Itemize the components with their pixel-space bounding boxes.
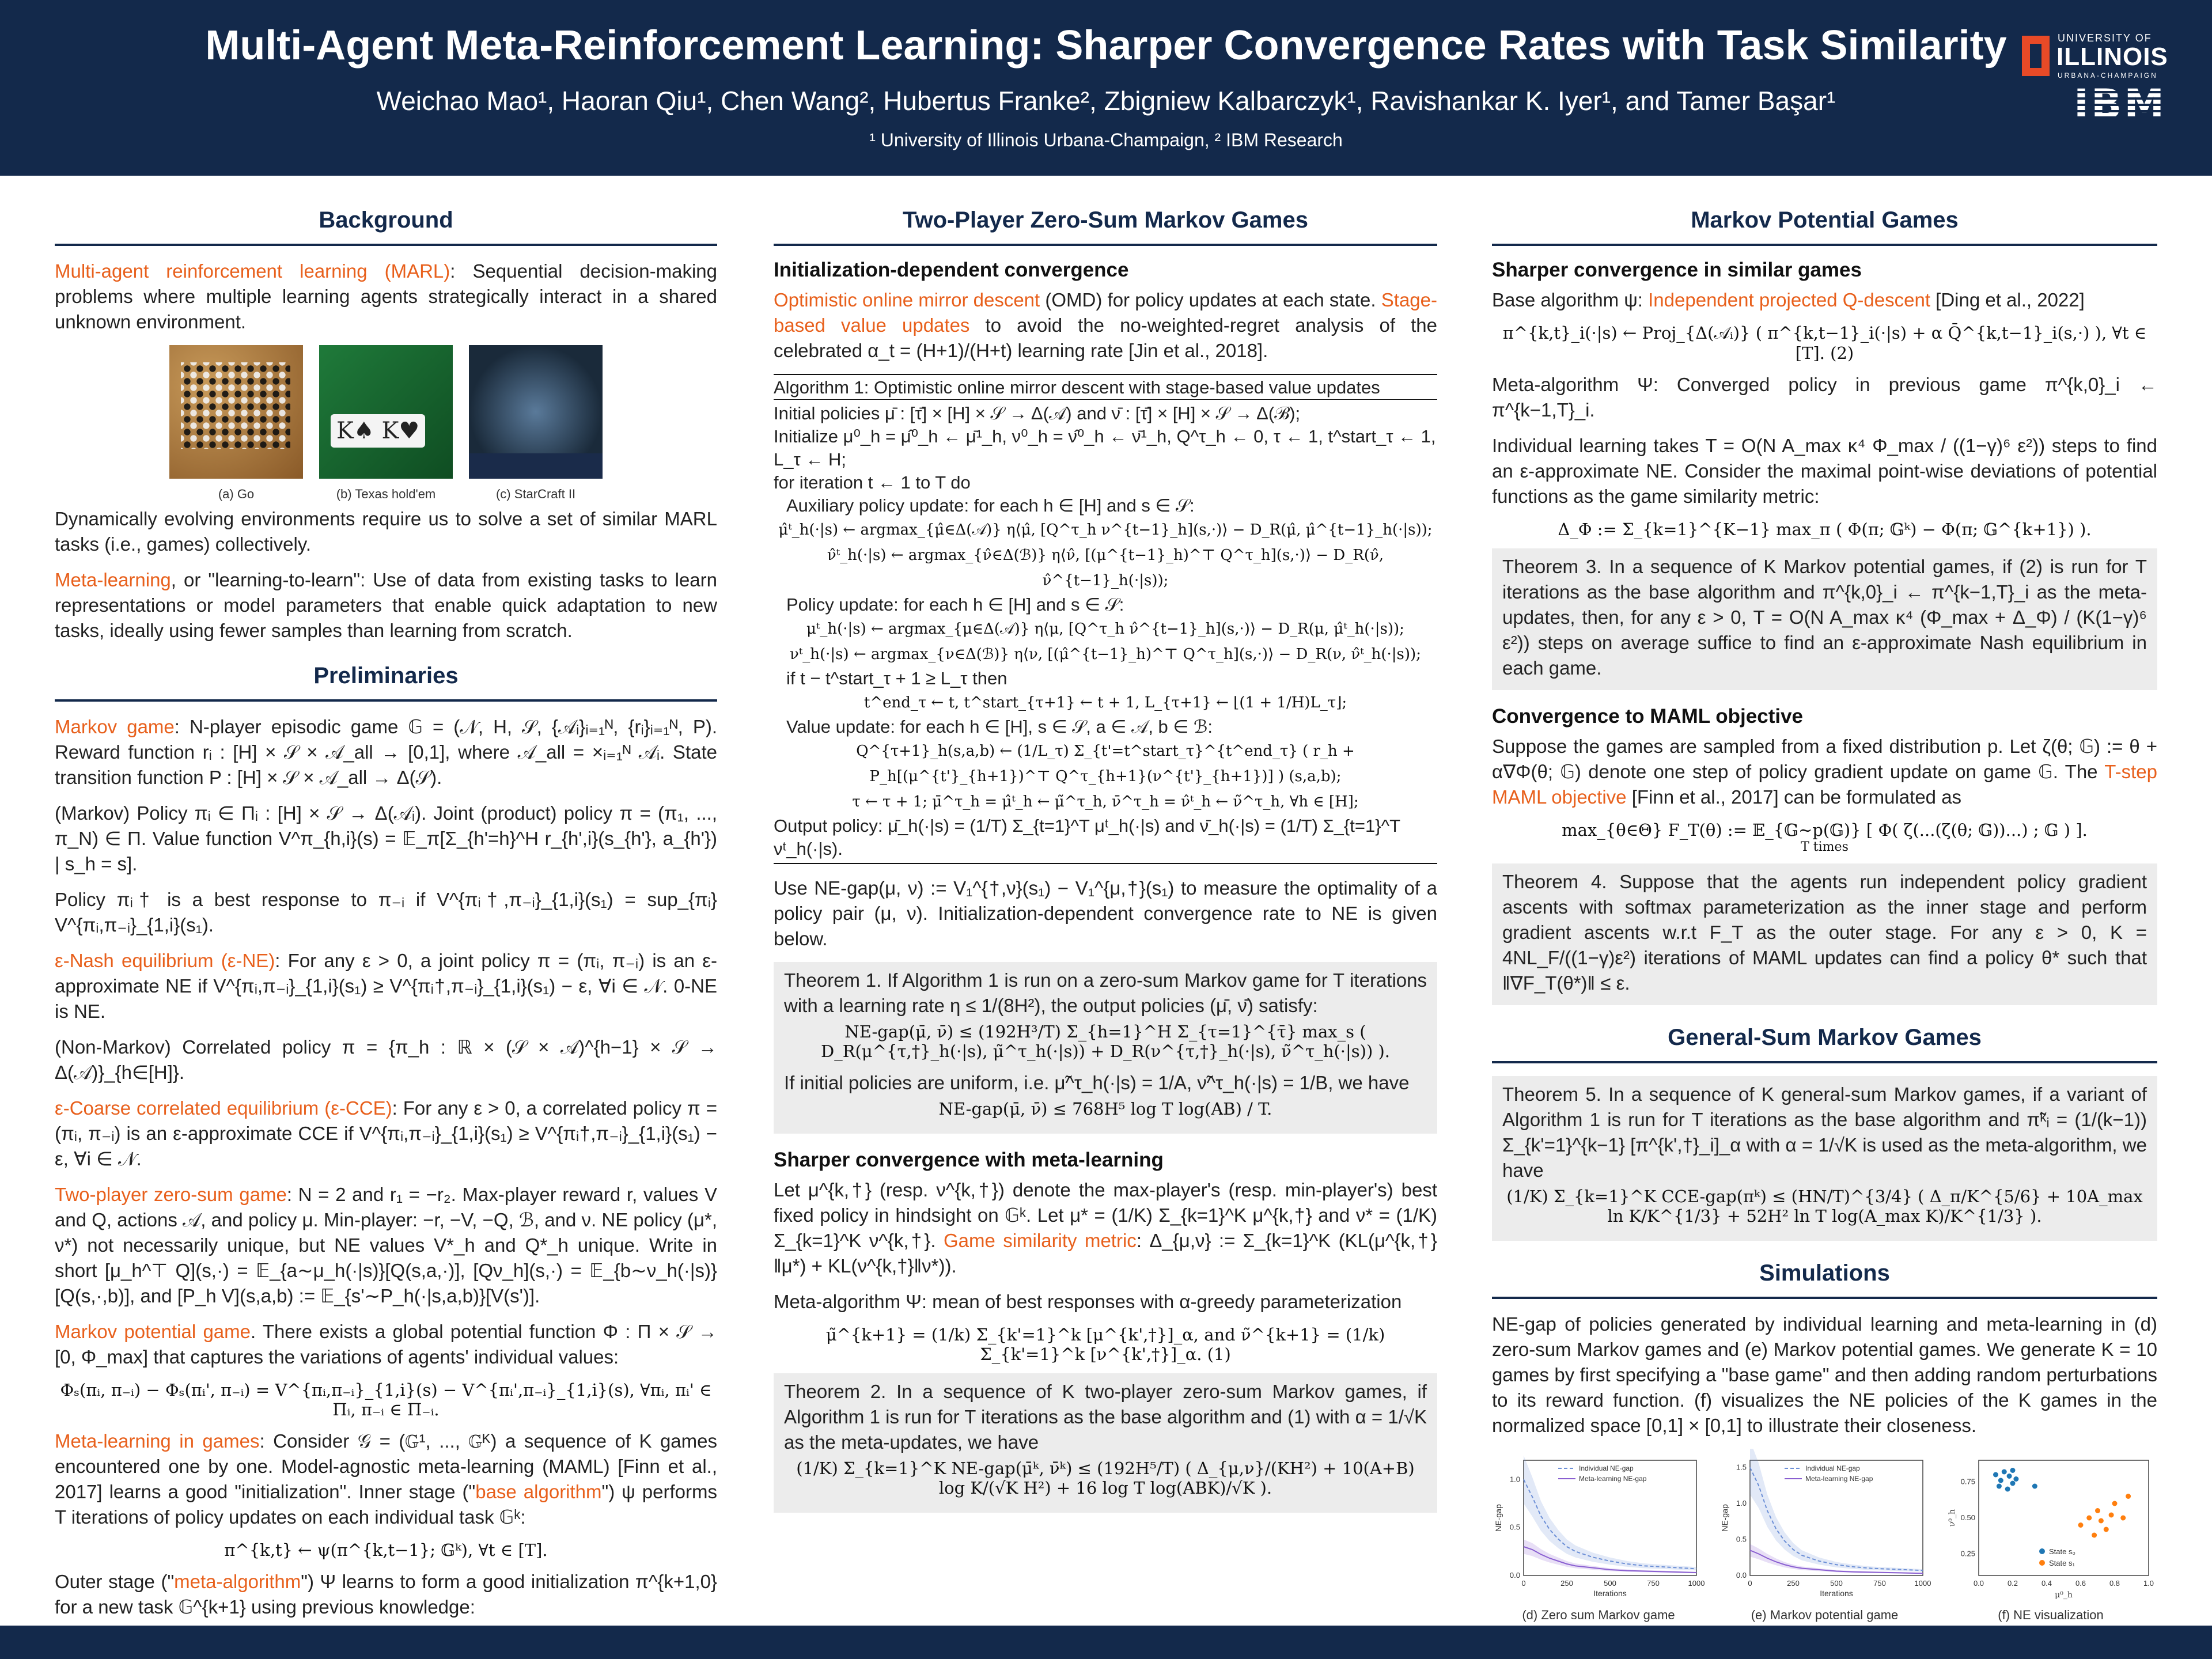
meta-games-text: : Consider 𝒢 = (𝔾¹, ..., 𝔾ᴷ) a sequence of K games encountered one by one. Model-agnostic meta-learning (MAML) [Finn et al., 2017] learns a good "initialization". Inner stage (" bbox=[55, 1430, 717, 1502]
x-tick-label: 1.0 bbox=[2143, 1579, 2154, 1588]
similarity-term: Game similarity metric bbox=[943, 1230, 1137, 1251]
y-axis-label: ν⁰_h bbox=[1948, 1509, 1957, 1527]
y-axis-label: NE-gap bbox=[1494, 1504, 1503, 1532]
x-tick-label: 0 bbox=[1521, 1579, 1526, 1588]
potential-text: . There exists a global potential function Φ : Π × 𝒮 → [0, Φ_max] that captures the variations of agents' individual values: bbox=[55, 1321, 717, 1368]
state-s1-point bbox=[2120, 1516, 2126, 1521]
legend-label-meta: Meta-learning NE-gap bbox=[1805, 1475, 1873, 1483]
poster-footer bbox=[0, 1626, 2212, 1659]
theorem-1-equation: NE-gap(μ̄, ν̄) ≤ (192H³/T) Σ_{h=1}^H Σ_{τ=1}^{τ̄} max_s ( D_R(μ^{τ,†}_h(·|s), μ̃^τ_h(·|s)) + D_R(ν^{τ,†}_h(·|s), ν̃^τ_h(·|s)) ). bbox=[820, 1022, 1391, 1061]
preliminaries-title: Preliminaries bbox=[55, 663, 717, 702]
figure-holdem bbox=[319, 345, 453, 502]
meta-update-equation: μ̃^{k+1} = (1/k) Σ_{k'=1}^k [μ^{k',†}]_α, and ν̃^{k+1} = (1/k) Σ_{k'=1}^k [ν^{k',†}]_α. (1) bbox=[825, 1325, 1385, 1364]
legend-marker-s1 bbox=[2039, 1560, 2045, 1566]
background-title: Background bbox=[55, 207, 717, 246]
state-s0-point bbox=[2010, 1481, 2016, 1486]
aux-equation-nu: ν̂ᵗ_h(·|s) ← argmax_{ν̂∈Δ(ℬ)} η⟨ν̂, [(μ^{t−1}_h)^⊤ Q^τ_h](s,·)⟩ − D_R(ν̂, ν̂^{t−1}_h(·|s)); bbox=[827, 547, 1384, 589]
value-update-equation: Q^{τ+1}_h(s,a,b) ← (1/L_τ) Σ_{t'=t^start_τ}^{t^end_τ} ( r_h + P_h[(μ^{t'}_{h+1})^⊤ Q^τ_{h+1}(ν^{t'}_{h+1})] ) (s,a,b); bbox=[856, 743, 1355, 785]
x-axis-label: μ⁰_h bbox=[2055, 1590, 2073, 1600]
omd-paragraph bbox=[774, 287, 1437, 363]
state-s0-point bbox=[1997, 1484, 2002, 1489]
zero-sum-term: Two-player zero-sum game bbox=[55, 1184, 287, 1205]
correlated-paragraph: (Non-Markov) Correlated policy π = {π_h : ℝ × (𝒮 × 𝒜)^{h−1} × 𝒮 → Δ(𝒜)}_{h∈[H]}. bbox=[55, 1036, 717, 1083]
sharper-meta-subtitle: Sharper convergence with meta-learning bbox=[774, 1149, 1164, 1171]
theorem-4-box bbox=[1492, 863, 2157, 1005]
meta-games-paragraph bbox=[55, 1429, 717, 1530]
figure-caption: (b) Texas hold'em bbox=[336, 487, 436, 501]
theorem-2-box bbox=[774, 1373, 1437, 1513]
chart-caption: (e) Markov potential game bbox=[1751, 1608, 1899, 1622]
y-axis-label: NE-gap bbox=[1719, 1504, 1729, 1532]
similarity-text: : Δ_{μ,ν} := Σ_{k=1}^K (KL(μ^{k,†}‖μ*) + KL(ν^{k,†}‖ν*)). bbox=[774, 1230, 1437, 1277]
x-axis-label: Iterations bbox=[1593, 1589, 1627, 1598]
logo-text-main: ILLINOIS bbox=[2056, 43, 2168, 71]
meta-algorithm-paragraph: Meta-algorithm Ψ: mean of best responses with α-greedy parameterization bbox=[774, 1291, 1402, 1312]
x-tick-label: 0.6 bbox=[2075, 1579, 2086, 1588]
init-dependent-subtitle: Initialization-dependent convergence bbox=[774, 259, 1129, 281]
omd-text: (OMD) for policy updates at each state. bbox=[1040, 289, 1376, 310]
outer-pre: Outer stage (" bbox=[55, 1571, 175, 1592]
value-update-line: Value update: for each h ∈ [H], s ∈ 𝒮, a ∈ 𝒜, b ∈ ℬ: bbox=[786, 717, 1213, 737]
y-tick-label: 0.0 bbox=[1736, 1571, 1747, 1580]
nash-paragraph bbox=[55, 948, 717, 1024]
markov-game-term: Markov game bbox=[55, 716, 175, 737]
zero-sum-chart-svg bbox=[1492, 1449, 1705, 1604]
column-right bbox=[1492, 207, 2157, 1623]
chart-ne-visualization bbox=[1944, 1449, 2157, 1623]
sharper-text: Let μ^{k,†} (resp. ν^{k,†}) denote the max-player's (resp. min-player's) best fixed policy in hindsight on 𝔾ᵏ. Let μ* = (1/K) Σ_{k=1}^K μ^{k,†} and ν* = (1/K) Σ_{k=1}^K ν^{k,†}. bbox=[774, 1179, 1437, 1251]
figure-go bbox=[169, 345, 303, 502]
x-tick-label: 250 bbox=[1560, 1579, 1573, 1588]
state-s1-point bbox=[2109, 1513, 2114, 1518]
potential-chart-svg bbox=[1718, 1449, 1931, 1604]
general-sum-title: General-Sum Markov Games bbox=[1492, 1025, 2157, 1063]
state-s1-point bbox=[2126, 1494, 2131, 1499]
nash-text: : For any ε > 0, a joint policy π = (πᵢ, π₋ᵢ) is an ε-approximate NE if V^{πᵢ,π₋ᵢ}_{1,i}(s₁) ≥ V^{πᵢ†,π₋ᵢ}_{1,i}(s₁) − ε, ∀i ∈ 𝒩. 0-NE is NE. bbox=[55, 950, 718, 1022]
legend-label-individual: Individual NE-gap bbox=[1805, 1464, 1860, 1472]
state-s1-point bbox=[2104, 1527, 2109, 1532]
theorem-1-uniform: If initial policies are uniform, i.e. μ̃^τ_h(·|s) = 1/A, ν̃^τ_h(·|s) = 1/B, we have bbox=[784, 1072, 1410, 1093]
algorithm-line: for iteration t ← 1 to T do bbox=[774, 472, 971, 493]
maml-equation bbox=[1492, 820, 2157, 854]
x-tick-label: 250 bbox=[1786, 1579, 1800, 1588]
stage-condition-equation: t^end_τ ← t, t^start_{τ+1} ← t + 1, L_{τ+1} ← ⌊(1 + 1/H)L_τ⌋; bbox=[863, 694, 1347, 711]
x-tick-label: 1000 bbox=[1688, 1579, 1705, 1588]
simulations-paragraph: NE-gap of policies generated by individual learning and meta-learning in (d) zero-sum Markov games and (e) Markov potential games. We generate K = 10 games by first specifying a "base game" and then adding random perturbations to its reward function. (f) visualizes the NE policies of the K games in the normalized space [0,1] × [0,1] to illustrate their closeness. bbox=[1492, 1313, 2157, 1436]
poster-title: Multi-Agent Meta-Reinforcement Learning: Sharper Convergence Rates with Task Similarity bbox=[205, 22, 2007, 69]
qdescent-term: Independent projected Q-descent bbox=[1648, 289, 1930, 310]
meta-games-term: Meta-learning in games bbox=[55, 1430, 260, 1452]
x-tick-label: 500 bbox=[1604, 1579, 1616, 1588]
base-algorithm-paragraph bbox=[1492, 287, 2157, 313]
uiuc-logo bbox=[2022, 30, 2183, 82]
illinois-i-icon bbox=[2022, 36, 2050, 76]
state-s0-point bbox=[2007, 1474, 2012, 1479]
stage-text: to avoid the no-weighted-regret analysis of the celebrated α_t = (H+1)/(H+t) learning rate [Jin et al., 2018]. bbox=[774, 315, 1437, 361]
figure-caption: (a) Go bbox=[218, 487, 255, 501]
y-tick-label: 0.5 bbox=[1736, 1535, 1747, 1544]
state-s1-point bbox=[2095, 1508, 2100, 1513]
chart-caption: (d) Zero sum Markov game bbox=[1522, 1608, 1675, 1622]
theorem-2-text: Theorem 2. In a sequence of K two-player zero-sum Markov games, if Algorithm 1 is run for T iterations as the base algorithm and (1) with α = 1/√K as the meta-updates, we have bbox=[784, 1381, 1427, 1453]
theorem-5-equation: (1/K) Σ_{k=1}^K CCE-gap(πᵏ) ≤ (HN/T)^{3/4} ( Δ_π/K^{5/6} + 10A_max ln K/K^{1/3} + 52H² ln T log(A_max K)/K^{1/3} ). bbox=[1506, 1187, 2143, 1226]
potential-paragraph bbox=[55, 1319, 717, 1370]
starcraft-image bbox=[469, 345, 603, 479]
series-band bbox=[1524, 1456, 1696, 1571]
legend-label-meta: Meta-learning NE-gap bbox=[1579, 1475, 1647, 1483]
policy-update-line: Policy update: for each h ∈ [H] and s ∈ 𝒮: bbox=[786, 594, 1124, 615]
zero-sum-paragraph bbox=[55, 1182, 717, 1309]
go-image bbox=[169, 345, 303, 479]
marl-term: Multi-agent reinforcement learning (MARL) bbox=[55, 260, 450, 282]
policy-equation-nu: νᵗ_h(·|s) ← argmax_{ν∈Δ(ℬ)} η⟨ν, [(μ̂^{t−1}_h)^⊤ Q^τ_h](s,·)⟩ − D_R(ν, ν̂ᵗ_h(·|s)); bbox=[790, 646, 1421, 663]
inner-stage-equation: π^{k,t} ← ψ(π^{k,t−1}; 𝔾ᵏ), ∀t ∈ [T]. bbox=[224, 1540, 548, 1560]
affiliations: ¹ University of Illinois Urbana-Champaign, ² IBM Research bbox=[869, 130, 1343, 150]
legend-marker-s0 bbox=[2039, 1548, 2045, 1554]
state-s0-point bbox=[2005, 1487, 2010, 1492]
state-s0-point bbox=[2013, 1476, 2018, 1482]
potential-term: Markov potential game bbox=[55, 1321, 251, 1342]
theorem-5-box bbox=[1492, 1076, 2157, 1241]
cce-term: ε-Coarse correlated equilibrium (ε-CCE) bbox=[55, 1097, 392, 1119]
y-tick-label: 0.0 bbox=[1509, 1571, 1520, 1580]
theorem-2-equation: (1/K) Σ_{k=1}^K NE-gap(μ̄ᵏ, ν̄ᵏ) ≤ (192H⁵/T) ( Δ_{μ,ν}/(KH²) + 10(A+B) log K/(√K H²) + 16 log T log(ABK)/√K ). bbox=[796, 1459, 1415, 1498]
legend-label-s0: State s₀ bbox=[2049, 1547, 2075, 1556]
ibm-logo: IBM bbox=[2074, 81, 2167, 128]
maml-equation-main: max_{θ∈Θ} F_T(θ) := 𝔼_{𝔾∼p(𝔾)} [ Φ( ζ(...(ζ(θ; 𝔾))...) ; 𝔾 ) ]. bbox=[1562, 820, 2088, 840]
state-s0-point bbox=[1998, 1478, 2003, 1483]
cce-paragraph bbox=[55, 1096, 717, 1172]
theorem-4-text: Theorem 4. Suppose that the agents run independent policy gradient ascents with softmax parameterization as the inner stage and perform gradient ascents w.r.t F_T as the outer stage. For any ε > 0, K = 4NL_F/((1−γ)ε²) iterations of MAML updates can find a policy θ* such that ‖∇F_T(θ*)‖ ≤ ε. bbox=[1502, 871, 2147, 994]
theorem-1-box bbox=[774, 962, 1437, 1134]
algorithm-1 bbox=[774, 374, 1437, 864]
ne-gap-paragraph: Use NE-gap(μ, ν) := V₁^{†,ν}(s₁) − V₁^{μ,†}(s₁) to measure the optimality of a policy pair (μ, ν). Initialization-dependent convergence rate to NE is given below. bbox=[774, 877, 1437, 949]
zero-sum-text: : N = 2 and r₁ = −r₂. Max-player reward r, values V and Q, actions 𝒜, and policy μ. Min-player: −r, −V, −Q, ℬ, and ν. NE policy (μ*, ν*) not necessarily unique, but NE values V*_h and Q*_h unique. Write in short [μ_h^⊤ Q](s,·) = 𝔼_{a∼μ_h(·|s)}[Q(s,a,·)], [Qν_h](s,·) = 𝔼_{b∼ν_h(·|s)}[Q(s,·,b)], and [P_h V](s,a,b) := 𝔼_{s'∼P_h(·|s,a,b)}[V(s')]. bbox=[55, 1184, 717, 1306]
maml-paragraph bbox=[1492, 734, 2157, 810]
legend-label-s1: State s₁ bbox=[2049, 1559, 2075, 1567]
meta-learning-paragraph bbox=[55, 567, 717, 643]
theorem-5-text: Theorem 5. In a sequence of K general-sum Markov games, if a variant of Algorithm 1 is run for T iterations as the base algorithm and π̃ᵏᵢ = (1/(k−1)) Σ_{k'=1}^{k−1} [π^{k',†}_i]_α with α = 1/√K is used as the meta-algorithm, we have bbox=[1502, 1084, 2147, 1181]
author-list: Weichao Mao¹, Haoran Qiu¹, Chen Wang², Hubertus Franke², Zbigniew Kalbarczyk¹, Ravishankar K. Iyer¹, and Tamer Başar¹ bbox=[376, 86, 1836, 116]
omd-term: Optimistic online mirror descent bbox=[774, 289, 1040, 310]
x-axis-label: Iterations bbox=[1819, 1589, 1853, 1598]
aux-update-line: Auxiliary policy update: for each h ∈ [H] and s ∈ 𝒮: bbox=[786, 495, 1195, 516]
converged-policy-paragraph: Meta-algorithm Ψ: Converged policy in previous game π^{k,0}_i ← π^{k−1,T}_i. bbox=[1492, 374, 2157, 421]
meta-games-text-2: ") ψ performs T iterations of policy updates on each individual task 𝔾ᵏ: bbox=[55, 1481, 717, 1528]
holdem-image bbox=[319, 345, 453, 479]
x-tick-label: 750 bbox=[1647, 1579, 1660, 1588]
maml-text-2: [Finn et al., 2017] can be formulated as bbox=[1626, 786, 1962, 808]
x-tick-label: 1000 bbox=[1914, 1579, 1931, 1588]
state-s1-point bbox=[2092, 1533, 2097, 1538]
chart-caption: (f) NE visualization bbox=[1998, 1608, 2104, 1622]
marl-paragraph bbox=[55, 259, 717, 335]
base-pre: Base algorithm ψ: bbox=[1492, 289, 1649, 310]
base-cite: [Ding et al., 2022] bbox=[1930, 289, 2085, 310]
theorem-1-text: Theorem 1. If Algorithm 1 is run on a zero-sum Markov game for T iterations with a learning rate η ≤ 1/(8H²), the output policies (μ̄, ν̄) satisfy: bbox=[784, 969, 1427, 1016]
column-middle bbox=[774, 207, 1437, 1524]
aux-equation-mu: μ̂ᵗ_h(·|s) ← argmax_{μ̂∈Δ(𝒜)} η⟨μ̂, [Q^τ_h ν^{t−1}_h](s,·)⟩ − D_R(μ̂, μ̂^{t−1}_h(·|s)); bbox=[778, 521, 1433, 539]
meta-algorithm-term: meta-algorithm bbox=[174, 1571, 301, 1592]
ne-scatter-svg bbox=[1944, 1449, 2157, 1604]
legend-label-individual: Individual NE-gap bbox=[1579, 1464, 1634, 1472]
individual-learning-paragraph: Individual learning takes T = O(N A_max κ⁴ Φ_max / ((1−γ)⁶ ε²)) steps to find an ε-approximate NE. Consider the maximal point-wise deviations of potential functions as the game similarity metric: bbox=[1492, 435, 2157, 507]
marl-text: : Sequential decision-making problems where multiple learning agents strategically interact in a shared unknown environment. bbox=[55, 260, 717, 332]
maml-equation-underbrace: T times bbox=[1801, 840, 1849, 854]
algorithm-title: Algorithm 1: Optimistic online mirror descent with stage-based value updates bbox=[774, 377, 1437, 400]
base-algorithm-term: base algorithm bbox=[475, 1481, 602, 1502]
state-s1-point bbox=[2112, 1501, 2118, 1506]
y-tick-label: 0.5 bbox=[1509, 1522, 1520, 1532]
state-s1-point bbox=[2086, 1516, 2092, 1521]
x-tick-label: 0.2 bbox=[2007, 1579, 2018, 1588]
x-tick-label: 0 bbox=[1747, 1579, 1752, 1588]
simulation-charts bbox=[1492, 1449, 2157, 1623]
policy-equation-mu: μᵗ_h(·|s) ← argmax_{μ∈Δ(𝒜)} η⟨μ, [Q^τ_h ν̂^{t−1}_h](s,·)⟩ − D_R(μ, μ̂ᵗ_h(·|s)); bbox=[806, 620, 1404, 638]
maml-subtitle: Convergence to MAML objective bbox=[1492, 705, 1804, 728]
state-s1-point bbox=[2099, 1518, 2104, 1524]
maml-term: T-step MAML objective bbox=[1492, 761, 2157, 808]
outer-text: ") Ψ learns to form a good initialization π^{k+1,0} for a new task 𝔾^{k+1} using previous knowledge: bbox=[55, 1571, 717, 1618]
outer-stage-paragraph bbox=[55, 1569, 717, 1620]
simulations-title: Simulations bbox=[1492, 1260, 2157, 1299]
x-tick-label: 0.0 bbox=[1973, 1579, 1984, 1588]
theorem-3-box bbox=[1492, 548, 2157, 690]
markov-game-paragraph bbox=[55, 714, 717, 790]
stage-term: Stage-based value updates bbox=[774, 289, 1437, 336]
tau-update-equation: τ ← τ + 1; μ̄^τ_h = μ̂ᵗ_h ← μ̃^τ_h, ν̄^τ_h = ν̂ᵗ_h ← ν̃^τ_h, ∀h ∈ [H]; bbox=[852, 793, 1359, 810]
y-tick-label: 0.75 bbox=[1960, 1477, 1975, 1486]
theorem-3-text: Theorem 3. In a sequence of K Markov potential games, if (2) is run for T iterations as the base algorithm and π^{k,0}_i ← π^{k−1,T}_i as the meta-updates, then, for any ε > 0, T = O(N A_max κ⁴ (Φ_max + Δ_Φ) / (K(1−γ)⁶ ε²)) steps on average suffice to find an ε-approximate Nash equilibrium in each game. bbox=[1502, 556, 2147, 679]
state-s0-point bbox=[2032, 1484, 2037, 1489]
chart-zero-sum bbox=[1492, 1449, 1705, 1623]
output-policy-line: Output policy: μ̄_h(·|s) = (1/T) Σ_{t=1}^T μᵗ_h(·|s) and ν̄_h(·|s) = (1/T) Σ_{t=1}^T νᵗ_h(·|s). bbox=[774, 816, 1400, 859]
x-tick-label: 0.8 bbox=[2109, 1579, 2120, 1588]
logo-text-top: UNIVERSITY OF bbox=[2058, 32, 2152, 44]
maml-text: Suppose the games are sampled from a fixed distribution p. Let ζ(θ; 𝔾) := θ + α∇Φ(θ; 𝔾) denote one step of policy gradient update on game 𝔾. The bbox=[1492, 736, 2157, 782]
figure-caption: (c) StarCraft II bbox=[495, 487, 576, 501]
poster-header bbox=[0, 0, 2212, 176]
cce-text: : For any ε > 0, a correlated policy π = (πᵢ, π₋ᵢ) is an ε-approximate CCE if V^{πᵢ,π₋ᵢ}_{1,i}(s₁) ≥ V^{πᵢ†,π₋ᵢ}_{1,i}(s₁) − ε, ∀i ∈ 𝒩. bbox=[55, 1097, 717, 1169]
figure-starcraft bbox=[469, 345, 603, 502]
theorem-1-equation-2: NE-gap(μ̄, ν̄) ≤ 768H⁵ log T log(AB) / T. bbox=[938, 1099, 1272, 1119]
best-response-paragraph: Policy πᵢ† is a best response to π₋ᵢ if V^{πᵢ†,π₋ᵢ}_{1,i}(s₁) = sup_{πᵢ} V^{πᵢ,π₋ᵢ}_{1,i}(s₁). bbox=[55, 889, 717, 935]
chart-potential bbox=[1718, 1449, 1931, 1623]
y-tick-label: 1.5 bbox=[1736, 1463, 1747, 1472]
state-s0-point bbox=[1993, 1472, 1998, 1478]
state-s1-point bbox=[2078, 1522, 2084, 1528]
x-tick-label: 500 bbox=[1830, 1579, 1843, 1588]
x-tick-label: 750 bbox=[1873, 1579, 1886, 1588]
y-tick-label: 0.50 bbox=[1960, 1513, 1975, 1522]
state-s0-point bbox=[2002, 1469, 2007, 1475]
game-figures bbox=[55, 345, 717, 502]
markov-game-text: : N-player episodic game 𝔾 = (𝒩, H, 𝒮, {𝒜ᵢ}ᵢ₌₁ᴺ, {rᵢ}ᵢ₌₁ᴺ, P). Reward function rᵢ : [H] × 𝒮 × 𝒜_all → [0,1], where 𝒜_all = ×ᵢ₌₁ᴺ 𝒜ᵢ. State transition function P : [H] × 𝒮 × 𝒜_all → Δ(𝒮). bbox=[55, 716, 717, 788]
logo-text-sub: URBANA-CHAMPAIGN bbox=[2058, 71, 2158, 79]
algorithm-line: Initial policies μ̄ : [τ̄] × [H] × 𝒮 → Δ(𝒜) and ν̄ : [τ̄] × [H] × 𝒮 → Δ(ℬ); bbox=[774, 403, 1301, 423]
y-tick-label: 1.0 bbox=[1736, 1499, 1747, 1508]
delta-phi-equation: Δ_Φ := Σ_{k=1}^{K−1} max_π ( Φ(π; 𝔾ᵏ) − Φ(π; 𝔾^{k+1}) ). bbox=[1558, 520, 2092, 539]
y-tick-label: 1.0 bbox=[1509, 1475, 1520, 1484]
potential-games-title: Markov Potential Games bbox=[1492, 207, 2157, 246]
meta-learning-text: , or "learning-to-learn": Use of data from existing tasks to learn representations or model parameters that enable quick adaptation to new tasks, ideally using fewer samples than learning from scratch. bbox=[55, 569, 717, 641]
algorithm-line: Initialize μ⁰_h = μ̂⁰_h ← μ̄¹_h, ν⁰_h = ν̂⁰_h ← ν̄¹_h, Q^τ_h ← 0, τ ← 1, t^start_τ ← 1, L_τ ← H; bbox=[774, 426, 1436, 469]
sharper-paragraph bbox=[774, 1177, 1437, 1279]
x-tick-label: 0.4 bbox=[2041, 1579, 2052, 1588]
nash-term: ε-Nash equilibrium (ε-NE) bbox=[55, 950, 275, 971]
column-left bbox=[55, 207, 717, 1659]
y-tick-label: 0.25 bbox=[1960, 1549, 1975, 1558]
similar-games-subtitle: Sharper convergence in similar games bbox=[1492, 259, 1862, 281]
meta-learning-term: Meta-learning bbox=[55, 569, 171, 590]
stage-condition-line: if t − t^start_τ + 1 ≥ L_τ then bbox=[786, 668, 1007, 688]
dynamic-paragraph: Dynamically evolving environments require us to solve a set of similar MARL tasks (i.e., games) collectively. bbox=[55, 508, 717, 555]
projected-q-equation: π^{k,t}_i(·|s) ← Proj_{Δ(𝒜ᵢ)} ( π^{k,t−1}_i(·|s) + α Q̄^{k,t−1}_i(s,·) ), ∀t ∈ [T]. (2) bbox=[1502, 323, 2147, 363]
potential-equation: Φₛ(πᵢ, π₋ᵢ) − Φₛ(πᵢ', π₋ᵢ) = V^{πᵢ,π₋ᵢ}_{1,i}(s) − V^{πᵢ',π₋ᵢ}_{1,i}(s), ∀πᵢ, πᵢ' ∈ Πᵢ, π₋ᵢ ∈ Π₋ᵢ. bbox=[60, 1380, 712, 1419]
state-s0-point bbox=[2010, 1468, 2016, 1473]
zero-sum-title: Two-Player Zero-Sum Markov Games bbox=[774, 207, 1437, 246]
policy-paragraph: (Markov) Policy πᵢ ∈ Πᵢ : [H] × 𝒮 → Δ(𝒜ᵢ). Joint (product) policy π = (π₁, ..., π_N) ∈ Π. Value function V^π_{h,i}(s) = 𝔼_π[Σ_{h'=h}^H r_{h',i}(s_{h'}, a_{h'}) | s_h = s]. bbox=[55, 802, 717, 874]
